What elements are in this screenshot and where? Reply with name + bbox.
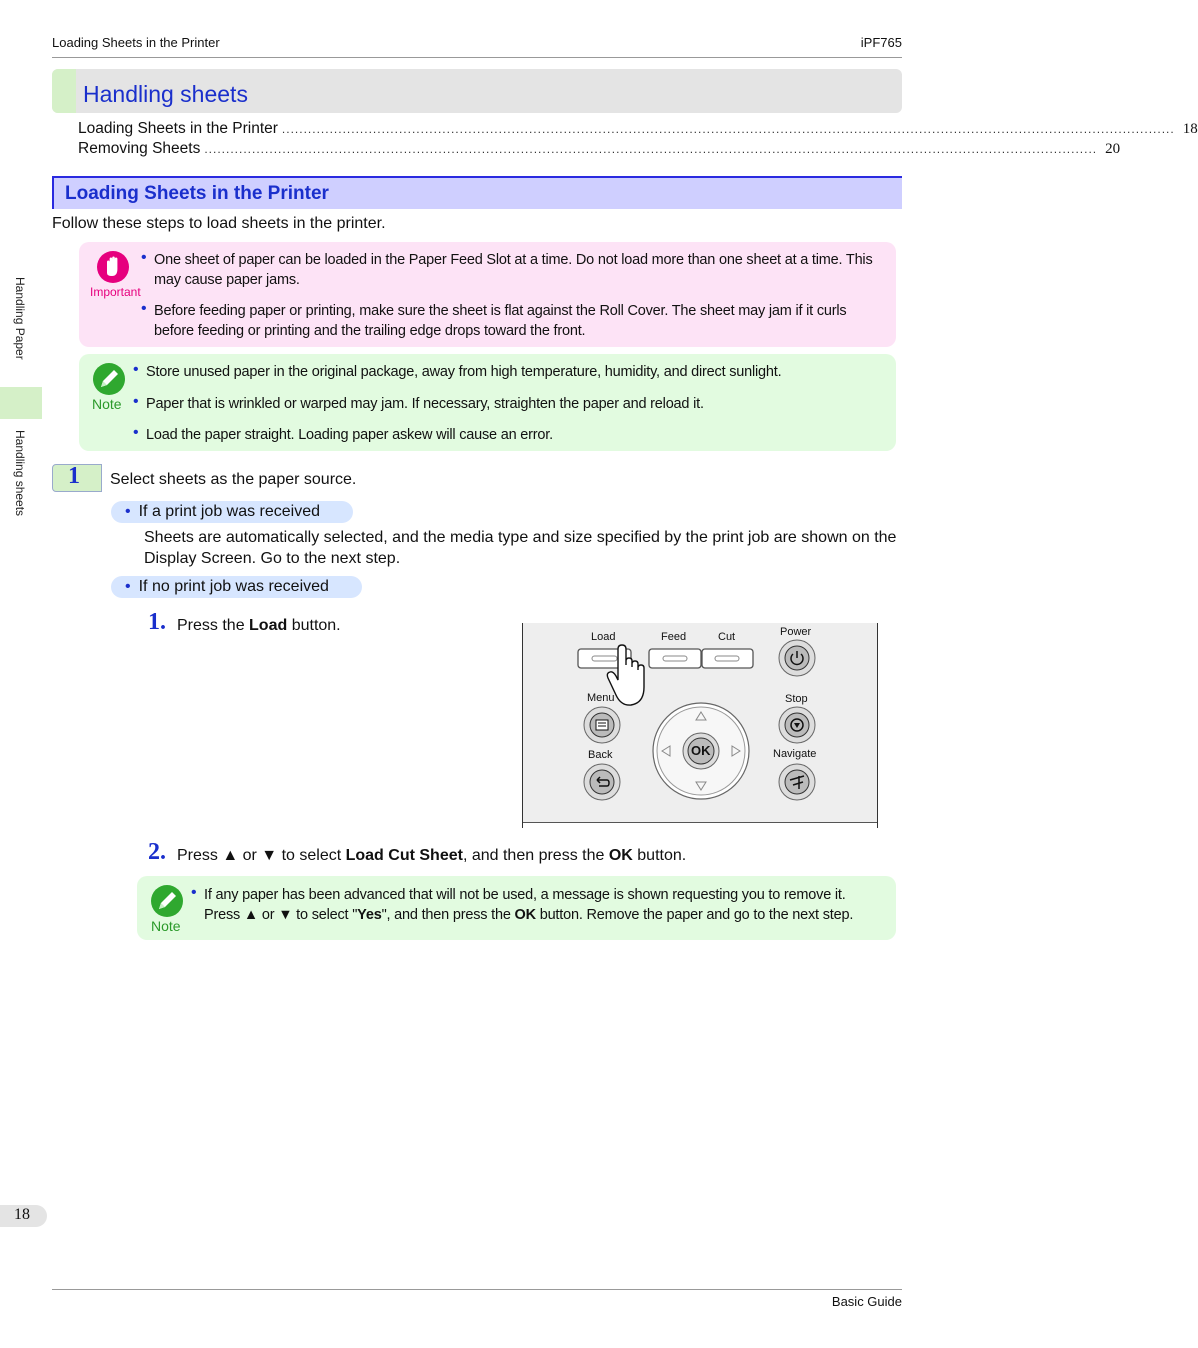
chapter-title-accent: [52, 69, 76, 113]
toc-entry-page: 20: [1105, 141, 1121, 157]
menu-key-label: Menu: [587, 692, 615, 704]
control-panel-illustration: [522, 623, 878, 828]
note-item: Store unused paper in the original package, away from high temperature, humidity, and direct sunlight.: [146, 364, 782, 380]
note-label: Note: [151, 918, 181, 934]
sidebar-chapter-label: Handling Paper: [13, 277, 27, 360]
substep-number: 1.: [148, 609, 166, 635]
cut-key-led: [715, 656, 739, 661]
toc-entry[interactable]: [78, 120, 1198, 138]
footer-rule: [52, 1289, 902, 1290]
substep-text: button.: [632, 847, 687, 864]
important-item: One sheet of paper can be loaded in the Paper Feed Slot at a time. Do not load more than one sheet at a time. This may cause paper jams.: [154, 252, 873, 288]
substep-text: , and then press the: [462, 847, 609, 864]
case-label: If a print job was received: [138, 503, 321, 520]
important-hand-icon: [96, 250, 130, 289]
note-bold: Yes: [357, 907, 382, 923]
sidebar-active-tab: [0, 387, 42, 419]
substep-bold: Load: [249, 617, 288, 634]
toc-leader: ..............................................................................................................................................................................................................: [281, 122, 1175, 136]
navigate-key-label: Navigate: [773, 748, 817, 760]
substep-text: button.: [287, 617, 341, 634]
bullet-icon: •: [141, 249, 147, 266]
note-item: If any paper has been advanced that will not be used, a message is shown requesting you to remove it.: [204, 887, 846, 903]
feed-key-label: Feed: [661, 631, 687, 643]
bullet-icon: •: [133, 393, 139, 410]
cut-key-label: Cut: [718, 631, 736, 643]
bullet-icon: •: [133, 361, 139, 378]
sidebar-section-label: Handling sheets: [13, 430, 27, 517]
ok-key-label: OK: [691, 743, 711, 758]
note-bold: OK: [514, 907, 536, 923]
back-key-label: Back: [588, 749, 613, 761]
toc-leader: ..............................................................................................................................................................................................................: [204, 142, 1098, 156]
substep-text: Press the: [177, 617, 250, 634]
header-rule: [52, 57, 902, 58]
case-label: If no print job was received: [138, 578, 329, 595]
toc-entry[interactable]: [78, 140, 1121, 158]
case-pill-no-print-job: [111, 576, 362, 598]
bullet-icon: •: [125, 578, 131, 595]
toc-entry-title[interactable]: Removing Sheets: [78, 140, 201, 157]
note-item: Paper that is wrinkled or warped may jam. If necessary, straighten the paper and reload it.: [146, 396, 704, 412]
feed-key-led: [663, 656, 687, 661]
navigate-key: [785, 770, 809, 794]
substep-instruction: [177, 615, 341, 636]
bullet-icon: •: [125, 503, 131, 520]
note-item: [204, 905, 892, 925]
load-key-led: [592, 656, 617, 661]
panel-graphics: [523, 623, 877, 828]
note-text: ", and then press the: [381, 907, 515, 923]
back-key: [590, 770, 614, 794]
note-item: Load the paper straight. Loading paper askew will cause an error.: [146, 427, 553, 443]
power-key-label: Power: [780, 626, 812, 638]
section-title: Loading Sheets in the Printer: [65, 183, 329, 204]
note-label: Note: [92, 396, 122, 412]
toc-entry-page: 18: [1182, 121, 1198, 137]
bullet-icon: •: [141, 300, 147, 317]
bullet-icon: •: [133, 424, 139, 441]
footer-guide-name: Basic Guide: [831, 1294, 902, 1309]
substep-number: 2.: [148, 839, 166, 865]
note-text: button. Remove the paper and go to the next step.: [535, 907, 854, 923]
stop-key-label: Stop: [785, 693, 808, 705]
substep-bold: OK: [608, 847, 633, 864]
substep-text: Press ▲ or ▼ to select: [177, 847, 346, 864]
section-intro: Follow these steps to load sheets in the printer.: [52, 215, 386, 232]
step-instruction: Select sheets as the paper source.: [110, 471, 357, 488]
substep-bold: Load Cut Sheet: [345, 847, 463, 864]
important-item: Before feeding paper or printing, make sure the sheet is flat against the Roll Cover. The sheet may jam if it curls before feeding or printing and the trailing edge drops toward the front.: [154, 303, 847, 339]
bullet-icon: •: [191, 884, 197, 901]
case-description: Sheets are automatically selected, and the media type and size specified by the print job are shown on the Display Screen. Go to the next step.: [144, 529, 897, 567]
note-text: Press ▲ or ▼ to select ": [204, 907, 358, 923]
running-header-model: iPF765: [860, 35, 902, 50]
running-header-title: Loading Sheets in the Printer: [52, 35, 220, 50]
menu-glyph: [596, 720, 608, 730]
page-number: 18: [14, 1206, 30, 1223]
substep-instruction: [177, 845, 686, 866]
case-pill-print-job: [111, 501, 353, 523]
load-key-label: Load: [591, 631, 616, 643]
important-label: Important: [90, 285, 141, 299]
toc-entry-title[interactable]: Loading Sheets in the Printer: [78, 120, 278, 137]
chapter-title: Handling sheets: [83, 81, 248, 107]
step-number: 1: [68, 463, 80, 489]
